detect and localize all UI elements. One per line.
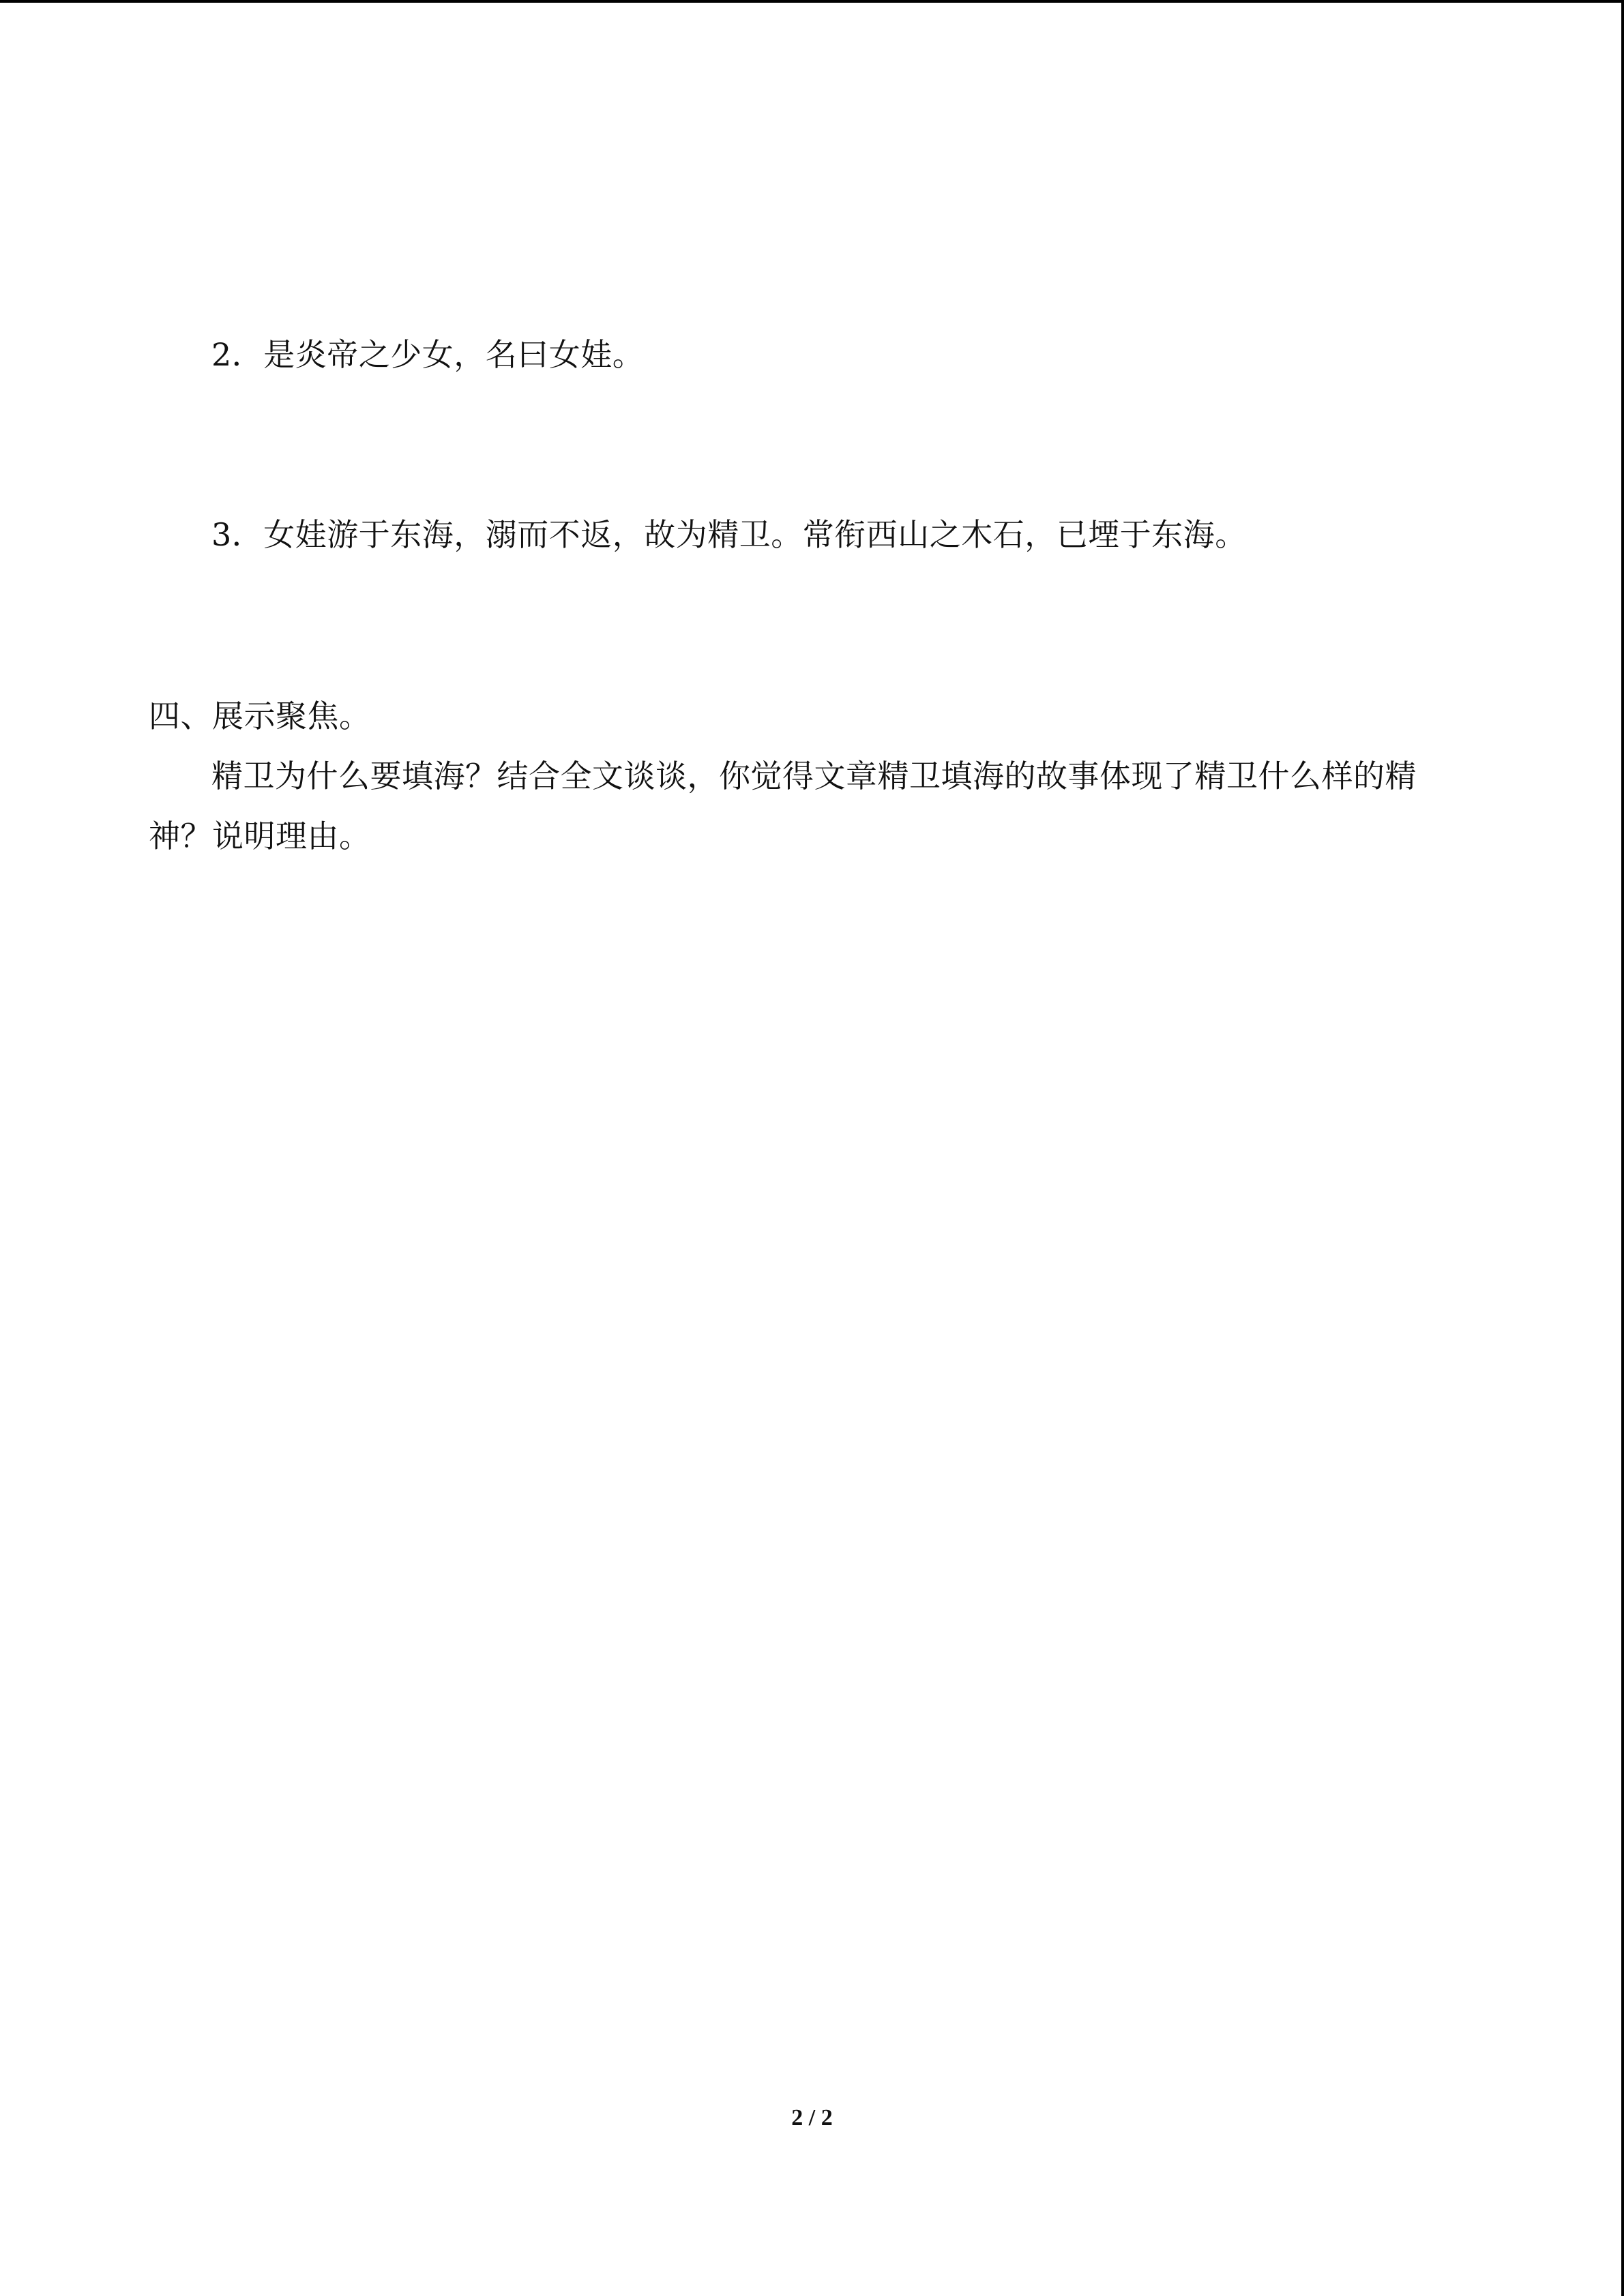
exercise-item-3: 3．女娃游于东海，溺而不返，故为精卫。常衔西山之木石，已堙于东海。 xyxy=(211,516,1247,553)
page-right-border xyxy=(1621,0,1624,2296)
exercise-item-2: 2．是炎帝之少女，名曰女娃。 xyxy=(211,336,645,373)
question-text-line-2: 神？说明理由。 xyxy=(149,818,371,854)
section-heading: 四、展示聚焦。 xyxy=(149,698,371,734)
question-text-line-1: 精卫为什么要填海？结合全文谈谈，你觉得文章精卫填海的故事体现了精卫什么样的精 xyxy=(211,758,1417,794)
page-number: 2 / 2 xyxy=(791,2105,833,2130)
page-top-border xyxy=(0,0,1624,3)
